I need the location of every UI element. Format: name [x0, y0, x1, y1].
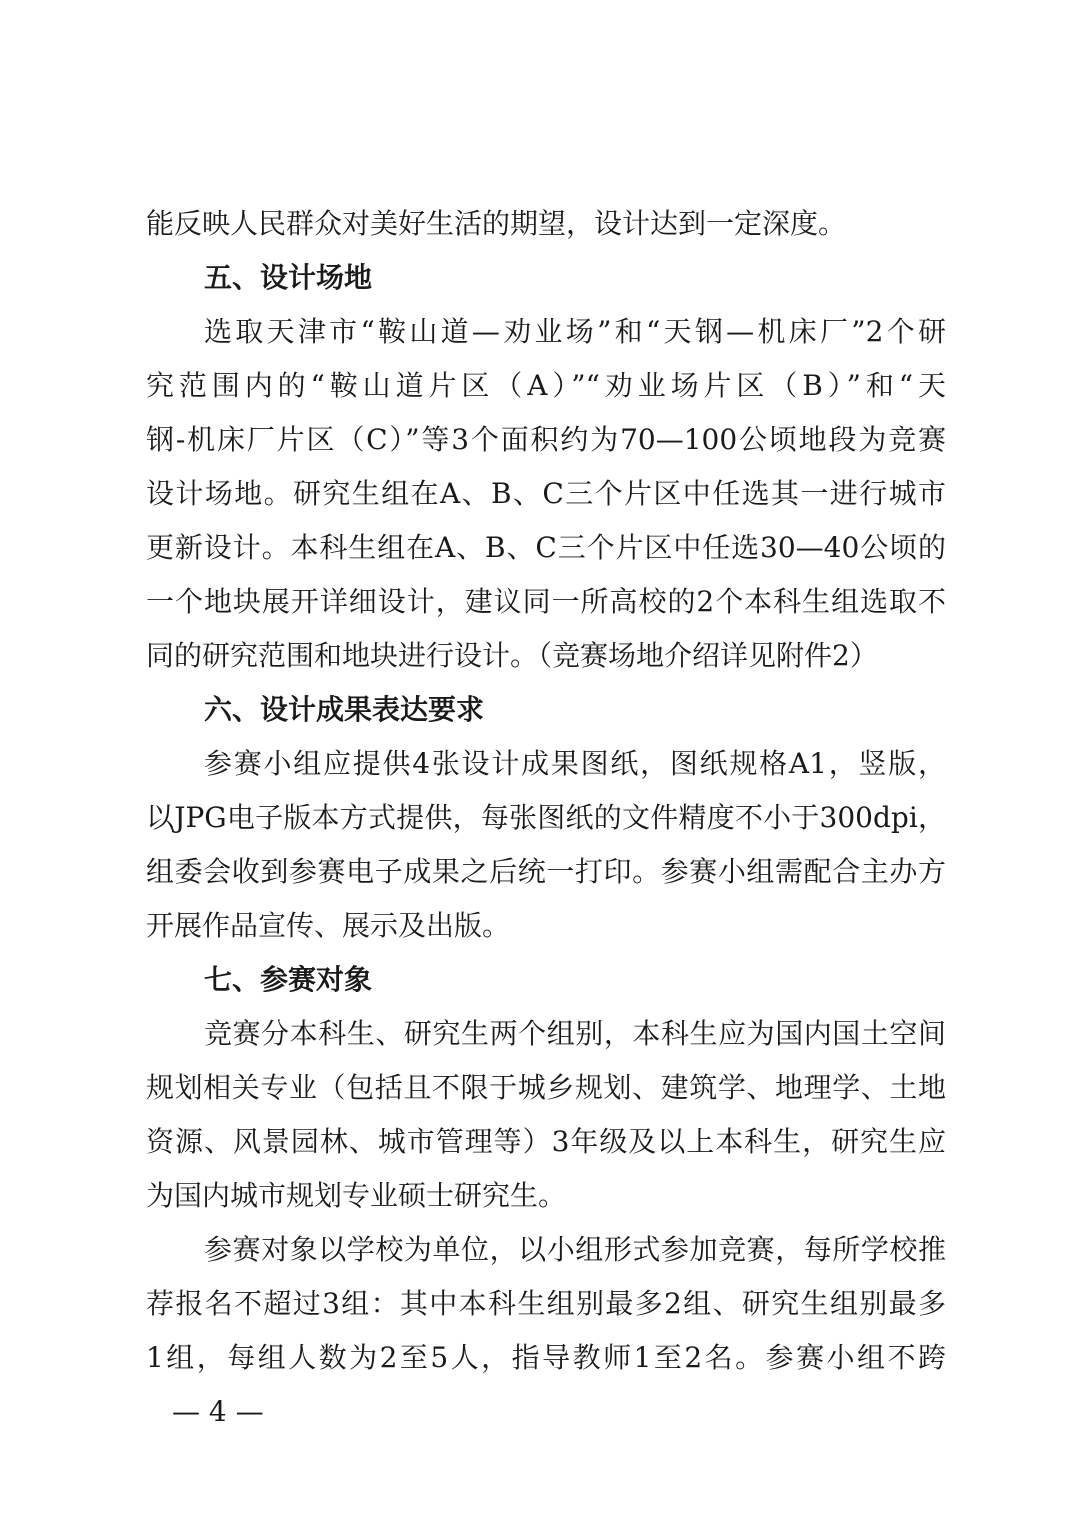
- paragraph-line: 规划相关专业（包括且不限于城乡规划、建筑学、地理学、土地: [146, 1071, 946, 1104]
- paragraph-line: 以JPG电子版本方式提供，每张图纸的文件精度不小于300dpi，: [146, 801, 946, 834]
- paragraph-line: 参赛小组应提供4张设计成果图纸，图纸规格A1，竖版，: [204, 747, 946, 780]
- paragraph-line: 钢-机床厂片区（C）”等3个面积约为70—100公顷地段为竞赛: [146, 423, 946, 456]
- paragraph-line: 参赛对象以学校为单位，以小组形式参加竞赛，每所学校推: [204, 1233, 946, 1266]
- paragraph-line: 一个地块展开详细设计，建议同一所高校的2个本科生组选取不: [146, 585, 946, 618]
- section-heading-5: 五、设计场地: [204, 261, 373, 294]
- paragraph-line: 竞赛分本科生、研究生两个组别，本科生应为国内国土空间: [204, 1017, 946, 1050]
- paragraph-line: 为国内城市规划专业硕士研究生。: [146, 1179, 567, 1212]
- paragraph-line: 更新设计。本科生组在A、B、C三个片区中任选30—40公顷的: [146, 531, 946, 564]
- paragraph-line: 究范围内的“鞍山道片区（A）”“劝业场片区（B）”和“天: [146, 369, 946, 402]
- section-heading-7: 七、参赛对象: [204, 963, 373, 996]
- paragraph-line: 组委会收到参赛电子成果之后统一打印。参赛小组需配合主办方: [146, 855, 946, 888]
- paragraph-line: 能反映人民群众对美好生活的期望，设计达到一定深度。: [146, 207, 847, 240]
- paragraph-line: 选取天津市“鞍山道—劝业场”和“天钢—机床厂”2个研: [204, 315, 946, 348]
- section-heading-6: 六、设计成果表达要求: [204, 693, 485, 726]
- paragraph-line: 开展作品宣传、展示及出版。: [146, 909, 511, 942]
- paragraph-line: 同的研究范围和地块进行设计。（竞赛场地介绍详见附件2）: [146, 639, 878, 672]
- page-number: — 4 —: [172, 1395, 264, 1428]
- paragraph-line: 荐报名不超过3组：其中本科生组别最多2组、研究生组别最多: [146, 1287, 946, 1320]
- paragraph-line: 资源、风景园林、城市管理等）3年级及以上本科生，研究生应: [146, 1125, 946, 1158]
- paragraph-line: 1组，每组人数为2至5人，指导教师1至2名。参赛小组不跨: [146, 1341, 946, 1374]
- paragraph-line: 设计场地。研究生组在A、B、C三个片区中任选其一进行城市: [146, 477, 946, 510]
